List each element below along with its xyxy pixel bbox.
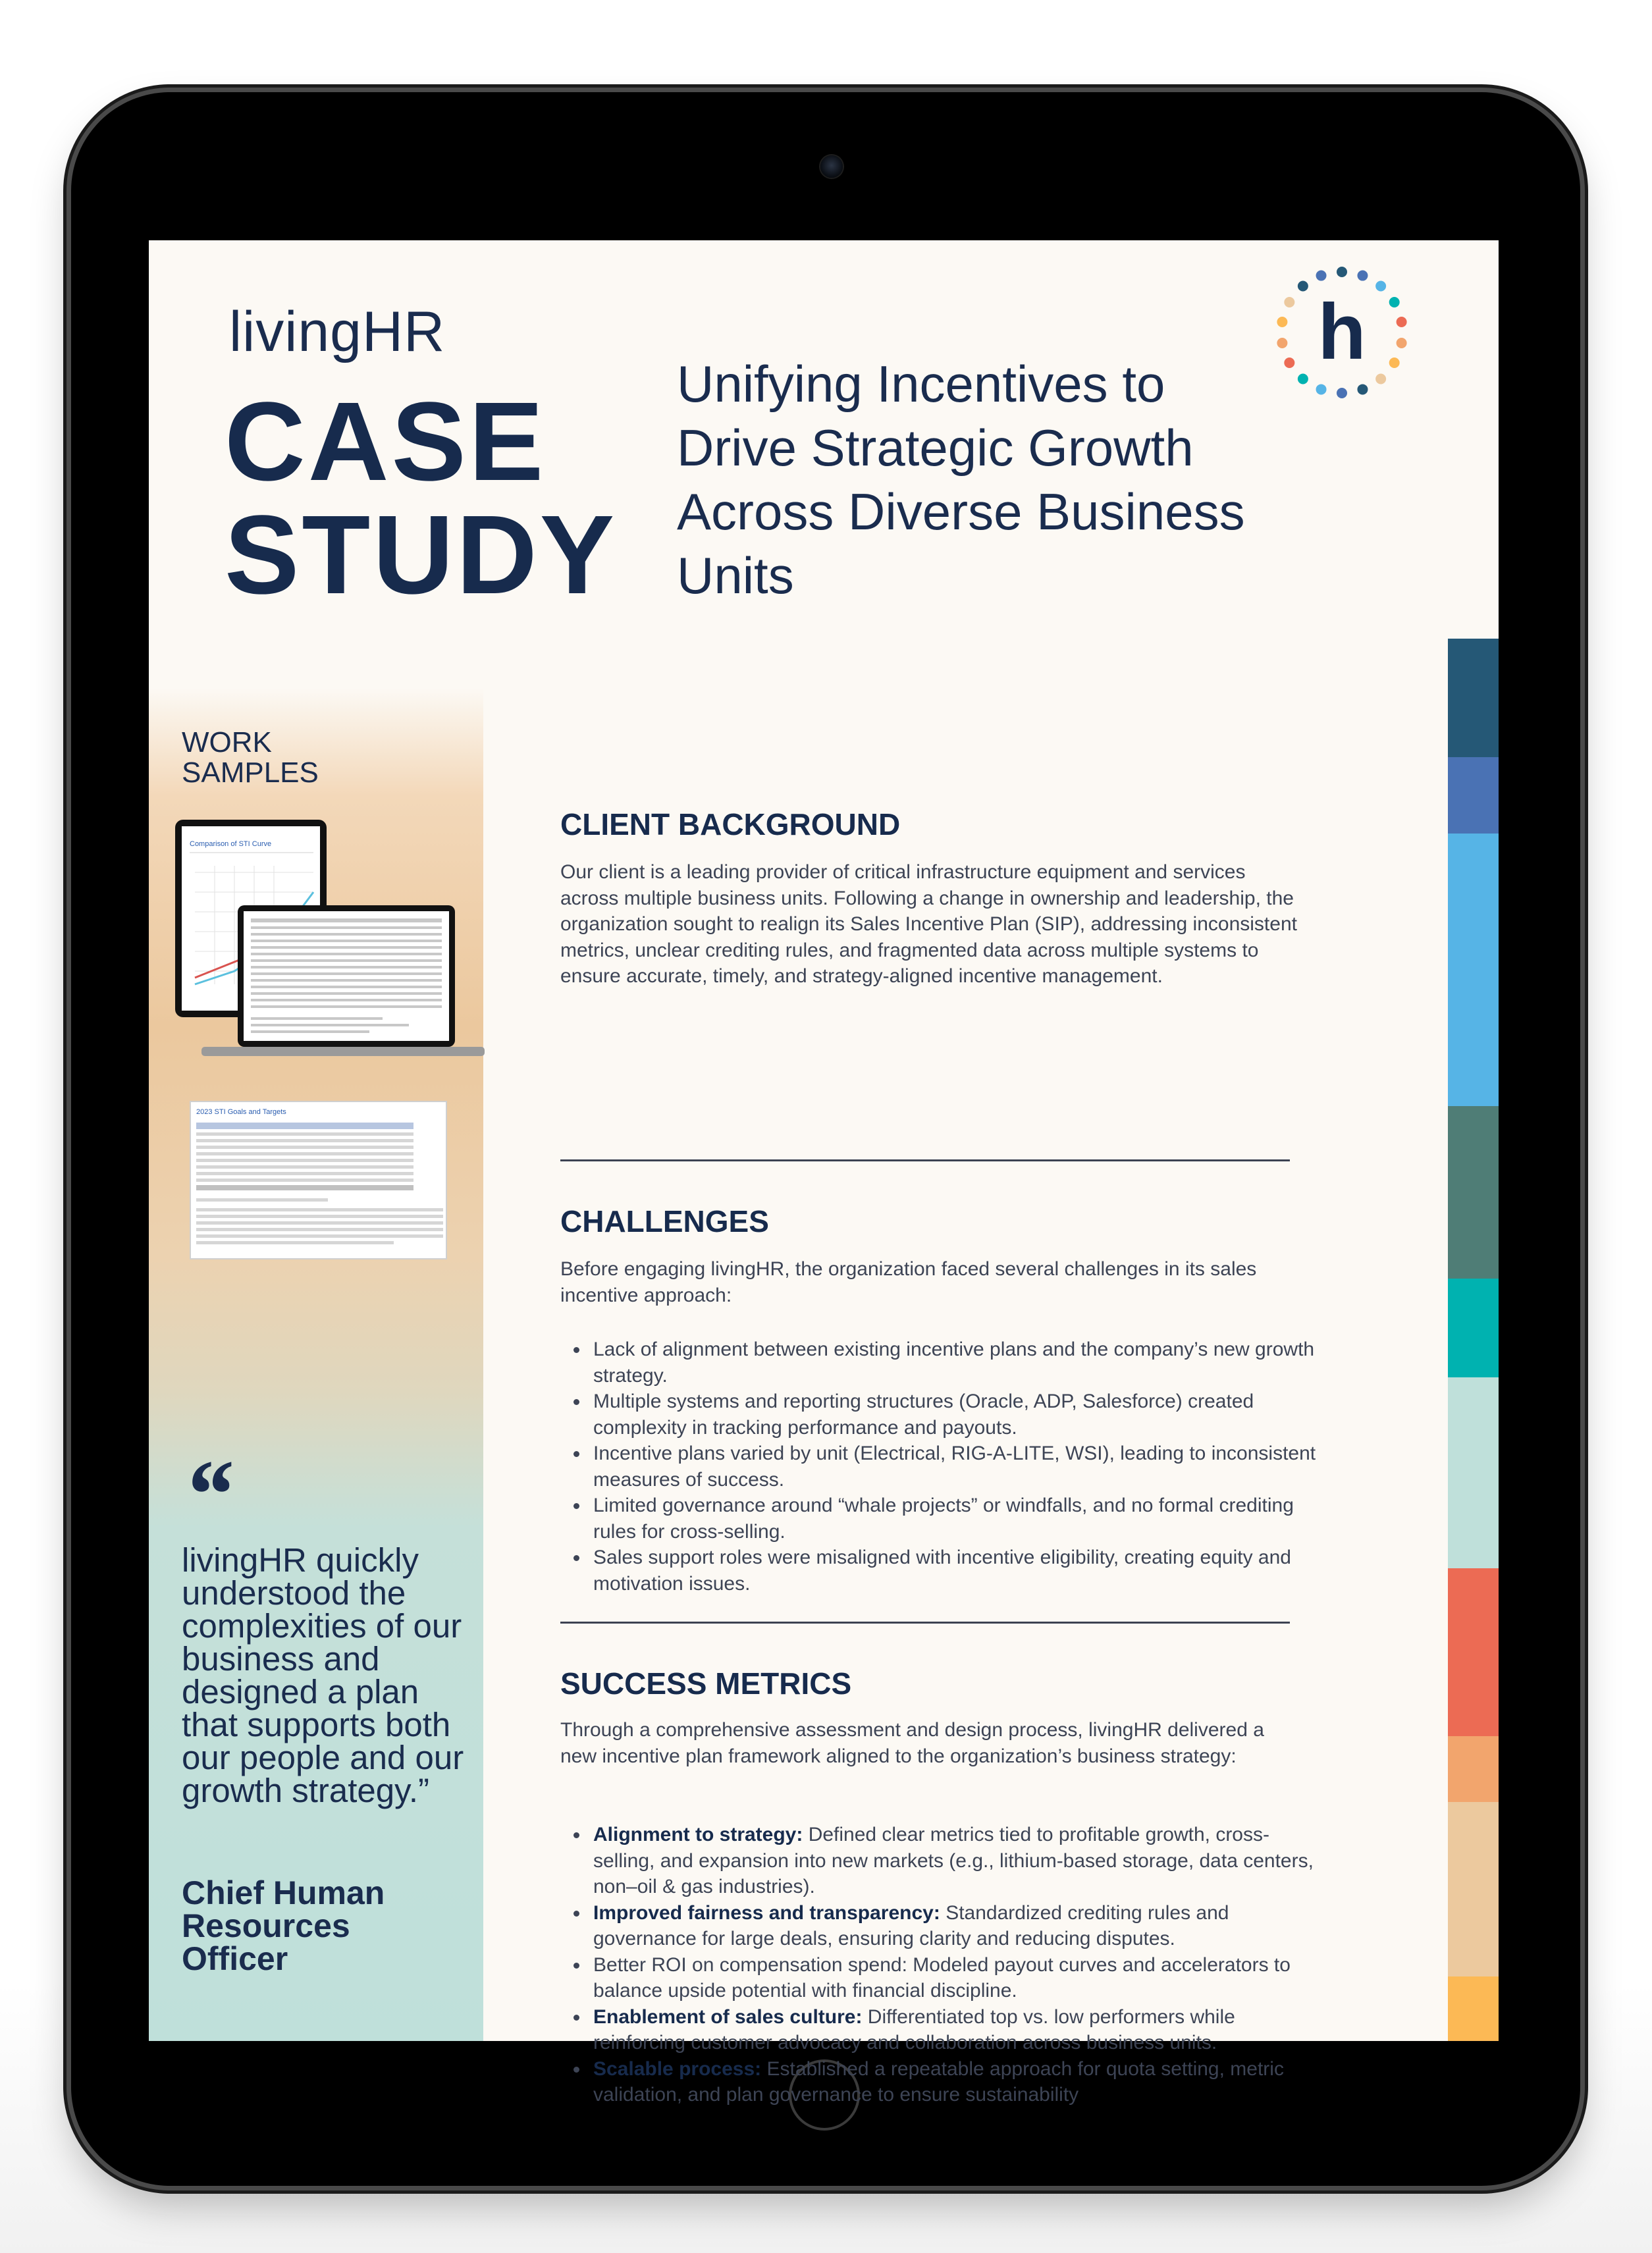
color-band	[1448, 639, 1499, 757]
color-strip	[1448, 639, 1499, 2041]
camera-icon	[820, 155, 843, 178]
section-divider	[560, 1622, 1290, 1624]
challenges-intro: Before engaging livingHR, the organization faced several challenges in its sales incentive approach:	[560, 1258, 1257, 1306]
sidebar-panel	[149, 688, 483, 2041]
section-divider	[560, 1159, 1290, 1161]
logo-dot	[1389, 297, 1400, 307]
title-line-2: STUDY	[225, 492, 618, 618]
color-band	[1448, 834, 1499, 1106]
list-item	[593, 1822, 1318, 1900]
success-metrics-heading: SUCCESS METRICS	[560, 1666, 852, 1701]
list-item-text: Defined clear metrics tied to profitable growth, cross-selling, and expansion into new markets (e.g., lithium-based storage, data centers, non–oil & gas industries).	[593, 1824, 1314, 1897]
success-metrics-list	[560, 1822, 1318, 2108]
list-item-label: Improved fairness and transparency:	[593, 1901, 940, 1924]
list-item-text: Standardized crediting rules and governance for large deals, ensuring clarity and reducing disputes.	[593, 1901, 1229, 1949]
logo-dot	[1316, 384, 1327, 394]
color-band	[1448, 757, 1499, 834]
logo-dot	[1337, 267, 1347, 277]
sample-chart-title: Comparison of STI Curve	[190, 840, 272, 848]
work-samples-line-2: SAMPLES	[182, 756, 319, 789]
list-item: Lack of alignment between existing incentive plans and the company’s new growth strategy.	[593, 1337, 1318, 1389]
testimonial-quote: livingHR quickly understood the complexities of our business and designed a plan that supports both our people and our growth strategy.”	[182, 1541, 464, 1809]
color-band	[1448, 1377, 1499, 1568]
challenges-heading: CHALLENGES	[560, 1204, 769, 1238]
logo-dot	[1397, 317, 1407, 327]
document-page	[149, 240, 1499, 2106]
title-line-1: CASE	[225, 379, 546, 504]
logo-dot	[1337, 388, 1347, 398]
list-item-text: Better ROI on compensation spend: Modeled payout curves and accelerators to balance upside potential with financial discipline.	[593, 1953, 1291, 2001]
logo-dot	[1375, 281, 1386, 292]
work-samples-label	[182, 728, 319, 788]
livinghr-logo-icon	[1269, 260, 1414, 405]
color-band	[1448, 1976, 1499, 2041]
sample-doc-title: 2023 STI Goals and Targets	[196, 1108, 286, 1116]
list-item	[593, 2056, 1318, 2108]
client-background-body: Our client is a leading provider of critical infrastructure equipment and services across multiple business units. Following a change in ownership and leadership, the organization sought to realign its Sales Incentive Plan (SIP), addressing inconsistent metrics, unclear crediting rules, and fragmented data across multiple systems to ensure accurate, timely, and strategy-aligned incentive management.	[560, 861, 1297, 987]
work-sample-devices-image	[175, 820, 485, 1070]
logo-dot	[1389, 358, 1400, 368]
brand-wordmark: livingHR	[229, 300, 446, 363]
color-band	[1448, 1736, 1499, 1802]
work-sample-document-image	[188, 1100, 448, 1261]
challenges-list	[560, 1337, 1318, 1597]
list-item-label: Enablement of sales culture:	[593, 2005, 863, 2028]
color-band	[1448, 1106, 1499, 1279]
logo-dot	[1277, 338, 1287, 348]
list-item	[593, 1900, 1318, 1952]
logo-dot	[1298, 373, 1308, 384]
list-item: Sales support roles were misaligned with incentive eligibility, creating equity and motivation issues.	[593, 1545, 1318, 1597]
list-item-text: Established a repeatable approach for quota setting, metric validation, and plan governance to ensure sustainability	[593, 2057, 1284, 2106]
success-metrics-intro: Through a comprehensive assessment and design process, livingHR delivered a new incentive plan framework aligned to the organization’s business strategy:	[560, 1719, 1264, 1767]
work-samples-line-1: WORK	[182, 726, 272, 758]
logo-dot	[1316, 271, 1327, 281]
case-study-subtitle: Unifying Incentives to Drive Strategic Growth Across Diverse Business Units	[677, 355, 1245, 604]
svg-text:h: h	[1318, 288, 1366, 376]
logo-dot	[1277, 317, 1287, 327]
quote-mark-icon: “	[183, 1440, 232, 1549]
color-band	[1448, 1802, 1499, 1976]
logo-dot	[1284, 358, 1294, 368]
testimonial-attribution: Chief Human Resources Officer	[182, 1874, 385, 1977]
logo-dot	[1357, 271, 1368, 281]
list-item-label: Scalable process:	[593, 2057, 762, 2080]
list-item-text: Differentiated top vs. low performers while reinforcing customer advocacy and collaboration across business units.	[593, 2005, 1235, 2054]
logo-dot	[1397, 338, 1407, 348]
logo-dot	[1357, 384, 1368, 394]
color-band	[1448, 1568, 1499, 1736]
color-band	[1448, 1279, 1499, 1377]
case-study-title	[225, 379, 618, 618]
tablet-frame	[71, 92, 1580, 2186]
list-item-label: Alignment to strategy:	[593, 1824, 803, 1845]
list-item	[593, 2004, 1318, 2056]
logo-dot	[1298, 281, 1308, 292]
logo-dot	[1284, 297, 1294, 307]
client-background-heading: CLIENT BACKGROUND	[560, 807, 901, 841]
list-item: Multiple systems and reporting structures (Oracle, ADP, Salesforce) created complexity in tracking performance and payouts.	[593, 1389, 1318, 1441]
list-item: Limited governance around “whale projects” or windfalls, and no formal crediting rules for cross-selling.	[593, 1493, 1318, 1545]
logo-dot	[1375, 373, 1386, 384]
list-item: Incentive plans varied by unit (Electrical, RIG-A-LITE, WSI), leading to inconsistent measures of success.	[593, 1441, 1318, 1493]
list-item	[593, 1952, 1318, 2004]
